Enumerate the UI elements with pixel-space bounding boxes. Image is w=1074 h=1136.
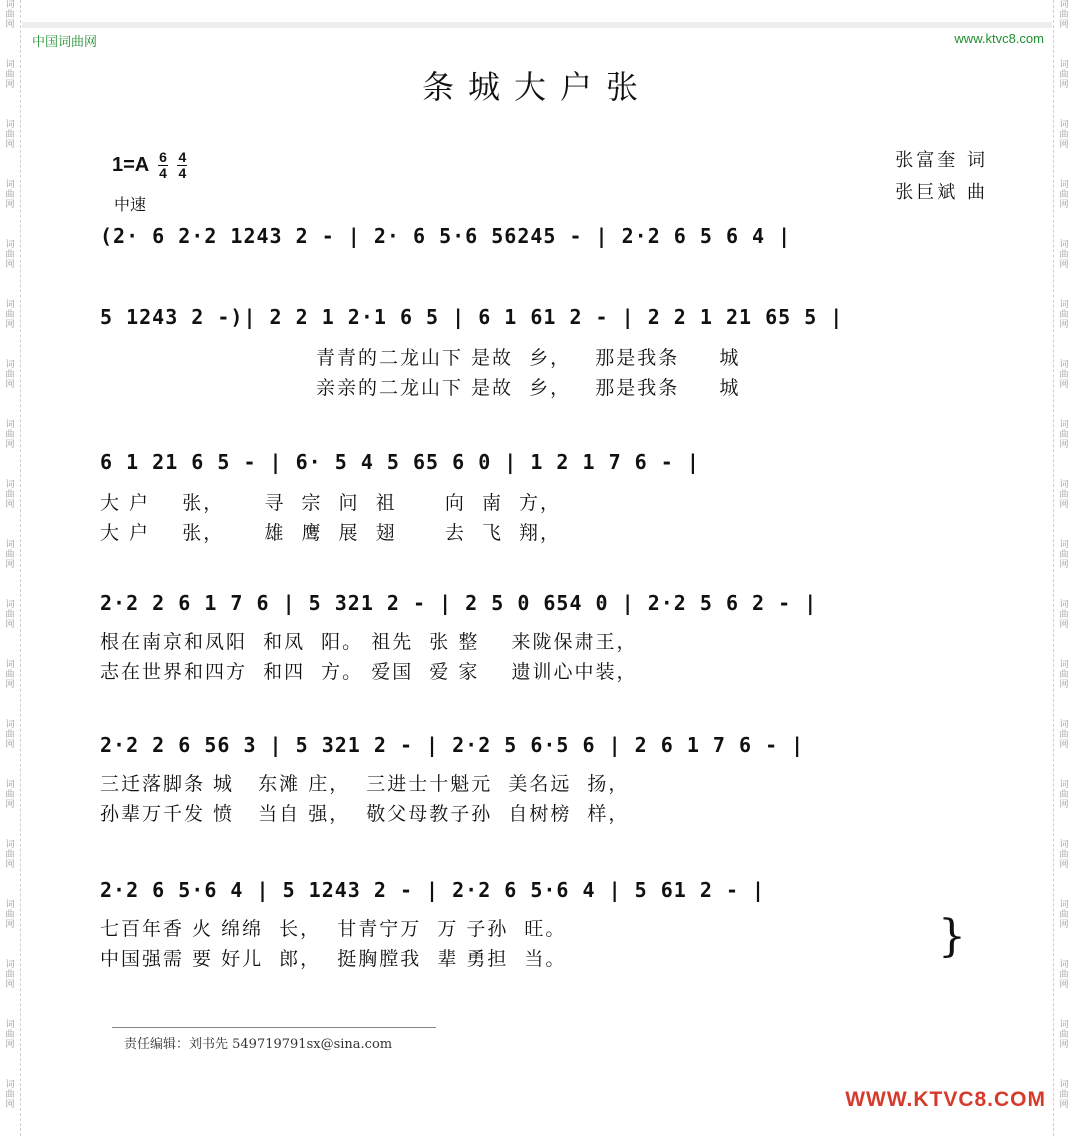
side-watermark-char: 曲: [5, 70, 15, 80]
notation-row-6: 2·2 6 5·6 4 | 5 1243 2 - | 2·2 6 5·6 4 | 5 61 2 - |: [100, 878, 766, 902]
lyric-row-2-verse-2: 亲亲的二龙山下 是故 乡， 那是我条 城: [316, 377, 741, 399]
side-watermark-group: [0, 720, 20, 750]
side-watermark-char: 网: [5, 1100, 15, 1110]
side-watermark-group: [1054, 960, 1074, 990]
side-watermark-group: [0, 840, 20, 870]
side-watermark-char: 曲: [1059, 490, 1069, 500]
side-watermark-char: 网: [5, 80, 15, 90]
side-watermark-group: [0, 420, 20, 450]
side-watermark-char: 词: [5, 660, 15, 670]
side-watermark-char: 词: [1059, 720, 1069, 730]
side-watermark-char: 曲: [1059, 310, 1069, 320]
side-watermark-char: 曲: [5, 250, 15, 260]
side-watermark-group: [1054, 1020, 1074, 1050]
side-watermark-group: [0, 180, 20, 210]
side-watermark-char: 曲: [1059, 730, 1069, 740]
side-watermark-char: 网: [5, 920, 15, 930]
side-watermark-char: 网: [1059, 1040, 1069, 1050]
side-watermark-char: 词: [5, 240, 15, 250]
lyric-row-6-verse-2: 中国强需 要 好儿 郎， 挺胸膛我 辈 勇担 当。: [100, 948, 567, 970]
side-watermark-group: [1054, 300, 1074, 330]
side-watermark-group: [1054, 720, 1074, 750]
side-watermark-char: 网: [5, 260, 15, 270]
side-watermark-char: 词: [5, 300, 15, 310]
side-watermark-group: [1054, 180, 1074, 210]
side-watermark-group: [1054, 120, 1074, 150]
side-watermark-char: 曲: [5, 430, 15, 440]
side-watermark-char: 曲: [1059, 1030, 1069, 1040]
side-watermark-char: 网: [5, 620, 15, 630]
side-watermark-char: 词: [1059, 1080, 1069, 1090]
right-watermark-strip: [1053, 0, 1074, 1136]
tempo-marking: 中速: [114, 195, 147, 214]
side-watermark-char: 曲: [5, 790, 15, 800]
side-watermark-char: 网: [5, 20, 15, 30]
side-watermark-group: [1054, 1080, 1074, 1110]
side-watermark-char: 网: [1059, 800, 1069, 810]
lyric-row-4-verse-1: 根在南京和凤阳 和凤 阳。 祖先 张 整 来陇保肃王，: [100, 631, 638, 653]
notation-row-3: 6 1 21 6 5 - | 6· 5 4 5 65 6 0 | 1 2 1 7 6 - |: [100, 450, 700, 474]
side-watermark-char: 网: [1059, 500, 1069, 510]
side-watermark-group: [1054, 480, 1074, 510]
side-watermark-group: [0, 660, 20, 690]
side-watermark-group: [1054, 780, 1074, 810]
side-watermark-group: [0, 1080, 20, 1110]
side-watermark-char: 词: [1059, 480, 1069, 490]
notation-row-5: 2·2 2 6 56 3 | 5 321 2 - | 2·2 5 6·5 6 | 2 6 1 7 6 - |: [100, 733, 805, 757]
side-watermark-group: [1054, 660, 1074, 690]
side-watermark-group: [0, 540, 20, 570]
side-watermark-char: 网: [1059, 200, 1069, 210]
lyric-row-3-verse-1: 大 户 张， 寻 宗 问 祖 向 南 方，: [100, 492, 562, 514]
side-watermark-char: 网: [1059, 80, 1069, 90]
lyric-row-3-verse-2: 大 户 张， 雄 鹰 展 翅 去 飞 翔，: [100, 522, 562, 544]
side-watermark-char: 曲: [5, 10, 15, 20]
side-watermark-char: 曲: [1059, 970, 1069, 980]
side-watermark-char: 词: [5, 120, 15, 130]
side-watermark-char: 网: [1059, 260, 1069, 270]
side-watermark-char: 词: [5, 1080, 15, 1090]
side-watermark-char: 网: [1059, 140, 1069, 150]
left-watermark-strip: [0, 0, 21, 1136]
side-watermark-char: 词: [5, 480, 15, 490]
side-watermark-char: 网: [1059, 1100, 1069, 1110]
lyric-row-6-verse-1: 七百年香 火 绵绵 长， 甘青宁万 万 子孙 旺。: [100, 918, 567, 940]
side-watermark-char: 网: [5, 980, 15, 990]
time-signature-1: $\frac{6}{4}$: [159, 149, 167, 181]
side-watermark-char: 词: [1059, 1020, 1069, 1030]
side-watermark-char: 词: [1059, 300, 1069, 310]
side-watermark-char: 网: [5, 140, 15, 150]
side-watermark-char: 曲: [1059, 670, 1069, 680]
side-watermark-char: 词: [5, 780, 15, 790]
lyric-row-5-verse-2: 孙辈万千发 愤 当自 强， 敬父母教子孙 自树榜 样，: [100, 803, 630, 825]
side-watermark-char: 词: [5, 540, 15, 550]
side-watermark-char: 曲: [1059, 430, 1069, 440]
side-watermark-char: 词: [5, 360, 15, 370]
side-watermark-char: 词: [1059, 780, 1069, 790]
side-watermark-group: [0, 300, 20, 330]
side-watermark-char: 网: [1059, 920, 1069, 930]
side-watermark-char: 词: [1059, 360, 1069, 370]
side-watermark-group: [0, 480, 20, 510]
side-watermark-char: 曲: [1059, 190, 1069, 200]
side-watermark-char: 曲: [5, 730, 15, 740]
side-watermark-char: 词: [5, 840, 15, 850]
side-watermark-char: 曲: [1059, 790, 1069, 800]
side-watermark-char: 网: [5, 560, 15, 570]
side-watermark-char: 网: [1059, 20, 1069, 30]
side-watermark-char: 网: [1059, 740, 1069, 750]
side-watermark-group: [1054, 900, 1074, 930]
side-watermark-char: 曲: [5, 130, 15, 140]
side-watermark-char: 曲: [1059, 850, 1069, 860]
side-watermark-char: 词: [5, 0, 15, 10]
side-watermark-char: 词: [5, 720, 15, 730]
side-watermark-char: 曲: [5, 910, 15, 920]
side-watermark-char: 网: [5, 1040, 15, 1050]
side-watermark-char: 词: [1059, 900, 1069, 910]
lyric-row-4-verse-2: 志在世界和四方 和四 方。 爱国 爱 家 遗训心中装，: [100, 661, 638, 683]
notation-row-1: (2· 6 2·2 1243 2 - | 2· 6 5·6 56245 - | 2·2 6 5 6 4 |: [100, 224, 792, 248]
side-watermark-group: [0, 1020, 20, 1050]
side-watermark-char: 曲: [5, 970, 15, 980]
side-watermark-char: 网: [1059, 380, 1069, 390]
side-watermark-char: 曲: [5, 1030, 15, 1040]
side-watermark-char: 曲: [1059, 550, 1069, 560]
side-watermark-group: [0, 360, 20, 390]
side-watermark-group: [1054, 840, 1074, 870]
side-watermark-char: 曲: [1059, 370, 1069, 380]
side-watermark-char: 词: [1059, 240, 1069, 250]
side-watermark-char: 词: [1059, 420, 1069, 430]
side-watermark-char: 词: [5, 900, 15, 910]
side-watermark-char: 网: [1059, 440, 1069, 450]
side-watermark-char: 曲: [5, 310, 15, 320]
side-watermark-char: 词: [1059, 660, 1069, 670]
side-watermark-char: 词: [5, 60, 15, 70]
side-watermark-char: 网: [5, 740, 15, 750]
side-watermark-char: 曲: [5, 550, 15, 560]
site-url-right[interactable]: www.ktvc8.com: [954, 31, 1044, 46]
side-watermark-group: [1054, 420, 1074, 450]
side-watermark-group: [0, 960, 20, 990]
side-watermark-char: 曲: [5, 490, 15, 500]
site-name-left[interactable]: 中国词曲网: [32, 34, 98, 49]
side-watermark-group: [0, 0, 20, 30]
side-watermark-char: 网: [5, 500, 15, 510]
side-watermark-char: 网: [5, 860, 15, 870]
side-watermark-char: 词: [5, 180, 15, 190]
side-watermark-char: 网: [5, 680, 15, 690]
song-title: 条城大户张: [421, 68, 652, 106]
side-watermark-char: 词: [1059, 0, 1069, 10]
side-watermark-char: 曲: [1059, 70, 1069, 80]
side-watermark-group: [0, 240, 20, 270]
side-watermark-char: 曲: [5, 370, 15, 380]
lyricist-credit: 张富奎 词: [895, 150, 988, 171]
site-watermark-logo: WWW.KTVC8.COM: [845, 1088, 1046, 1111]
side-watermark-char: 词: [5, 1020, 15, 1030]
side-watermark-char: 曲: [5, 1090, 15, 1100]
key-signature: [112, 150, 187, 181]
side-watermark-char: 网: [1059, 560, 1069, 570]
side-watermark-char: 词: [1059, 180, 1069, 190]
side-watermark-char: 网: [5, 320, 15, 330]
side-watermark-char: 曲: [1059, 130, 1069, 140]
side-watermark-char: 网: [5, 440, 15, 450]
side-watermark-char: 曲: [5, 610, 15, 620]
side-watermark-char: 网: [1059, 320, 1069, 330]
side-watermark-char: 网: [1059, 980, 1069, 990]
side-watermark-char: 曲: [1059, 910, 1069, 920]
side-watermark-group: [0, 780, 20, 810]
side-watermark-char: 词: [5, 420, 15, 430]
time-signature-2: $\frac{4}{4}$: [178, 149, 187, 181]
footer-divider: [112, 1027, 436, 1028]
side-watermark-char: 曲: [1059, 250, 1069, 260]
side-watermark-char: 词: [5, 960, 15, 970]
side-watermark-char: 词: [1059, 840, 1069, 850]
side-watermark-char: 曲: [1059, 10, 1069, 20]
side-watermark-group: [1054, 240, 1074, 270]
key-label: 1=A: [112, 153, 149, 176]
side-watermark-char: 曲: [1059, 1090, 1069, 1100]
notation-row-4: 2·2 2 6 1 7 6 | 5 321 2 - | 2 5 0 654 0 | 2·2 5 6 2 - |: [100, 591, 818, 615]
side-watermark-char: 网: [5, 800, 15, 810]
side-watermark-group: [0, 120, 20, 150]
side-watermark-char: 网: [1059, 680, 1069, 690]
side-watermark-char: 词: [5, 600, 15, 610]
side-watermark-group: [1054, 360, 1074, 390]
side-watermark-char: 曲: [5, 190, 15, 200]
lyric-row-2-verse-1: 青青的二龙山下 是故 乡， 那是我条 城: [316, 347, 741, 369]
side-watermark-group: [0, 600, 20, 630]
side-watermark-group: [1054, 540, 1074, 570]
side-watermark-group: [0, 900, 20, 930]
side-watermark-char: 曲: [1059, 610, 1069, 620]
lyric-row-5-verse-1: 三迁落脚条 城 东滩 庄， 三进士十魁元 美名远 扬，: [100, 773, 630, 795]
side-watermark-group: [1054, 600, 1074, 630]
side-watermark-char: 词: [1059, 60, 1069, 70]
side-watermark-char: 网: [1059, 620, 1069, 630]
side-watermark-char: 词: [1059, 960, 1069, 970]
side-watermark-char: 网: [5, 380, 15, 390]
composer-credit: 张巨斌 曲: [895, 182, 988, 203]
side-watermark-char: 词: [1059, 540, 1069, 550]
side-watermark-char: 曲: [5, 670, 15, 680]
side-watermark-char: 曲: [5, 850, 15, 860]
top-bar: [22, 22, 1052, 28]
side-watermark-char: 词: [1059, 120, 1069, 130]
editor-credit: 责任编辑：刘书先 549719791sx@sina.com: [124, 1037, 393, 1052]
side-watermark-char: 网: [1059, 860, 1069, 870]
verse-brace: }: [938, 911, 966, 962]
side-watermark-char: 网: [5, 200, 15, 210]
side-watermark-char: 词: [1059, 600, 1069, 610]
notation-row-2: 5 1243 2 -)| 2 2 1 2·1 6 5 | 6 1 61 2 - | 2 2 1 21 65 5 |: [100, 305, 844, 329]
side-watermark-group: [1054, 0, 1074, 30]
